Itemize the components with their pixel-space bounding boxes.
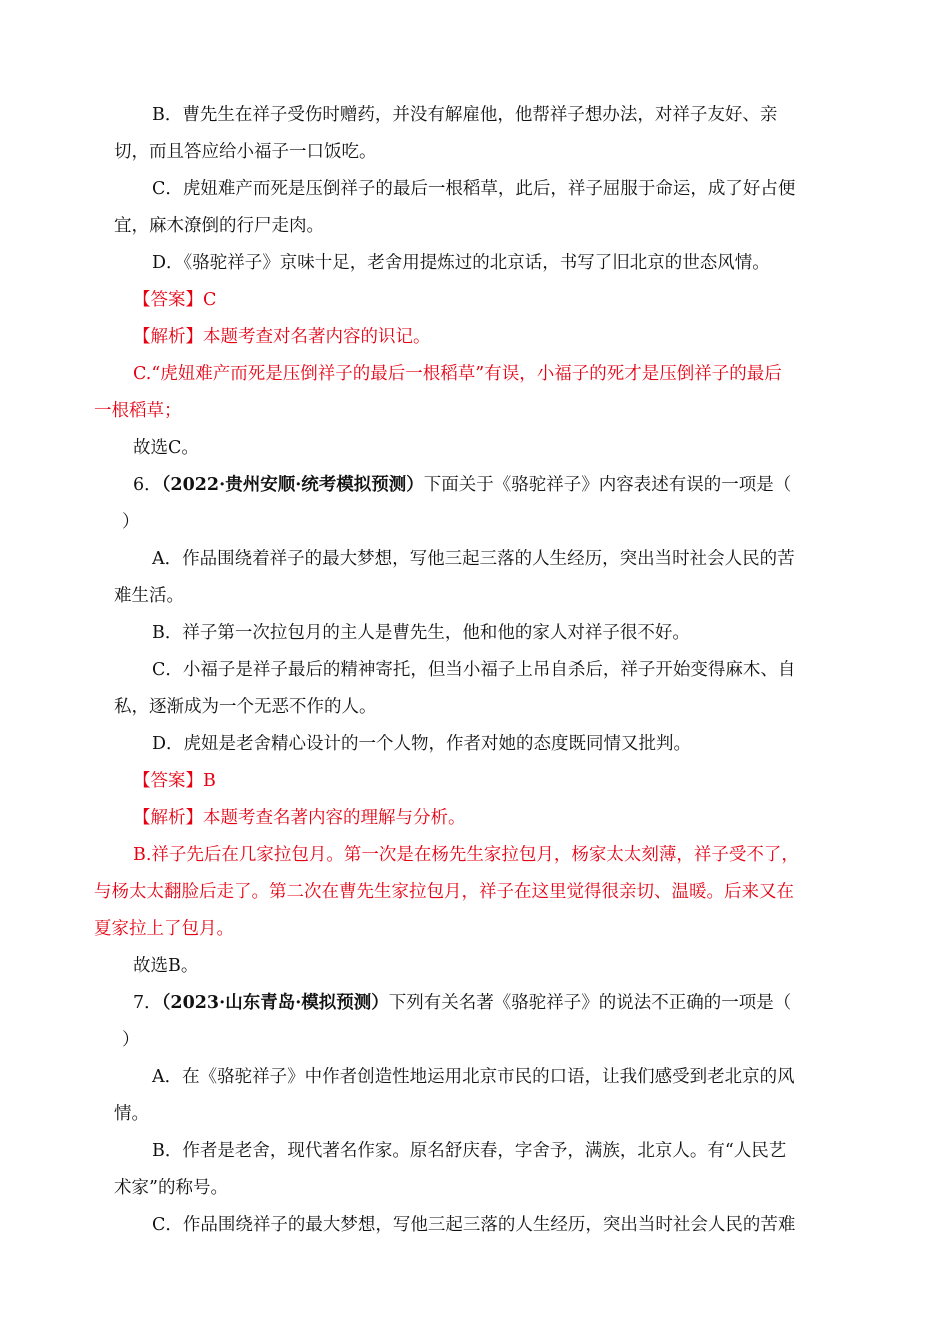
option-c-line-1: C．虎妞难产而死是压倒祥子的最后一根稻草，此后，祥子屈服于命运，成了好占便 <box>152 179 796 199</box>
q7-option-b-line-2: 术家”的称号。 <box>114 1178 228 1198</box>
q6-choose-answer: 故选B。 <box>133 956 199 976</box>
q6-option-c-line-1: C．小福子是祥子最后的精神寄托，但当小福子上吊自杀后，祥子开始变得麻木、自 <box>152 660 796 680</box>
analysis-label: 【解析】本题考查对名著内容的识记。 <box>133 327 431 347</box>
option-d: D．《骆驼祥子》京味十足，老舍用提炼过的北京话，书写了旧北京的世态风情。 <box>152 253 770 273</box>
q6-explanation-line-2: 与杨太太翻脸后走了。第二次在曹先生家拉包月，祥子在这里觉得很亲切、温暖。后来又在 <box>94 882 794 902</box>
question-7-stem-close: ） <box>122 1030 140 1050</box>
q6-explanation-line-1: B.祥子先后在几家拉包月。第一次是在杨先生家拉包月，杨家太太刻薄，祥子受不了， <box>133 845 799 865</box>
q7-option-a-line-1: A．在《骆驼祥子》中作者创造性地运用北京市民的口语，让我们感受到老北京的风 <box>152 1067 795 1087</box>
q6-option-b: B．祥子第一次拉包月的主人是曹先生，他和他的家人对祥子很不好。 <box>152 623 690 643</box>
question-number: 7． <box>133 993 162 1013</box>
q7-option-a-line-2: 情。 <box>114 1104 149 1124</box>
question-number: 6． <box>133 475 162 495</box>
q6-option-a-line-2: 难生活。 <box>114 586 184 606</box>
question-6-stem-close: ） <box>122 512 140 532</box>
option-b-line-2: 切，而且答应给小福子一口饭吃。 <box>114 142 377 162</box>
question-6-stem <box>133 473 791 497</box>
option-b-line-1: B．曹先生在祥子受伤时赠药，并没有解雇他，他帮祥子想办法，对祥子友好、亲 <box>152 105 778 125</box>
q6-option-c-line-2: 私，逐渐成为一个无恶不作的人。 <box>114 697 377 717</box>
option-c-line-2: 宜，麻木潦倒的行尸走肉。 <box>114 216 324 236</box>
q6-explanation-line-3: 夏家拉上了包月。 <box>94 919 234 939</box>
question-source: （2022·贵州安顺·统考模拟预测） <box>161 475 424 495</box>
q7-option-c-line-1: C．作品围绕祥子的最大梦想，写他三起三落的人生经历，突出当时社会人民的苦难 <box>152 1215 796 1235</box>
choose-answer: 故选C。 <box>133 438 199 458</box>
question-source: （2023·山东青岛·模拟预测） <box>161 993 389 1013</box>
answer-label: 【答案】C <box>133 290 217 310</box>
question-text: 下列有关名著《骆驼祥子》的说法不正确的一项是（ <box>388 993 792 1013</box>
question-7-stem <box>133 991 791 1015</box>
q6-analysis-label: 【解析】本题考查名著内容的理解与分析。 <box>133 808 466 828</box>
q6-answer-label: 【答案】B <box>133 771 216 791</box>
question-text: 下面关于《骆驼祥子》内容表述有误的一项是（ <box>423 475 792 495</box>
q6-option-d: D．虎妞是老舍精心设计的一个人物，作者对她的态度既同情又批判。 <box>152 734 692 754</box>
explanation-line-2: 一根稻草； <box>94 401 182 421</box>
q6-option-a-line-1: A．作品围绕着祥子的最大梦想，写他三起三落的人生经历，突出当时社会人民的苦 <box>152 549 795 569</box>
explanation-line-1: C.“虎妞难产而死是压倒祥子的最后一根稻草”有误，小福子的死才是压倒祥子的最后 <box>133 364 782 384</box>
q7-option-b-line-1: B．作者是老舍，现代著名作家。原名舒庆春，字舍予，满族，北京人。有“人民艺 <box>152 1141 787 1161</box>
